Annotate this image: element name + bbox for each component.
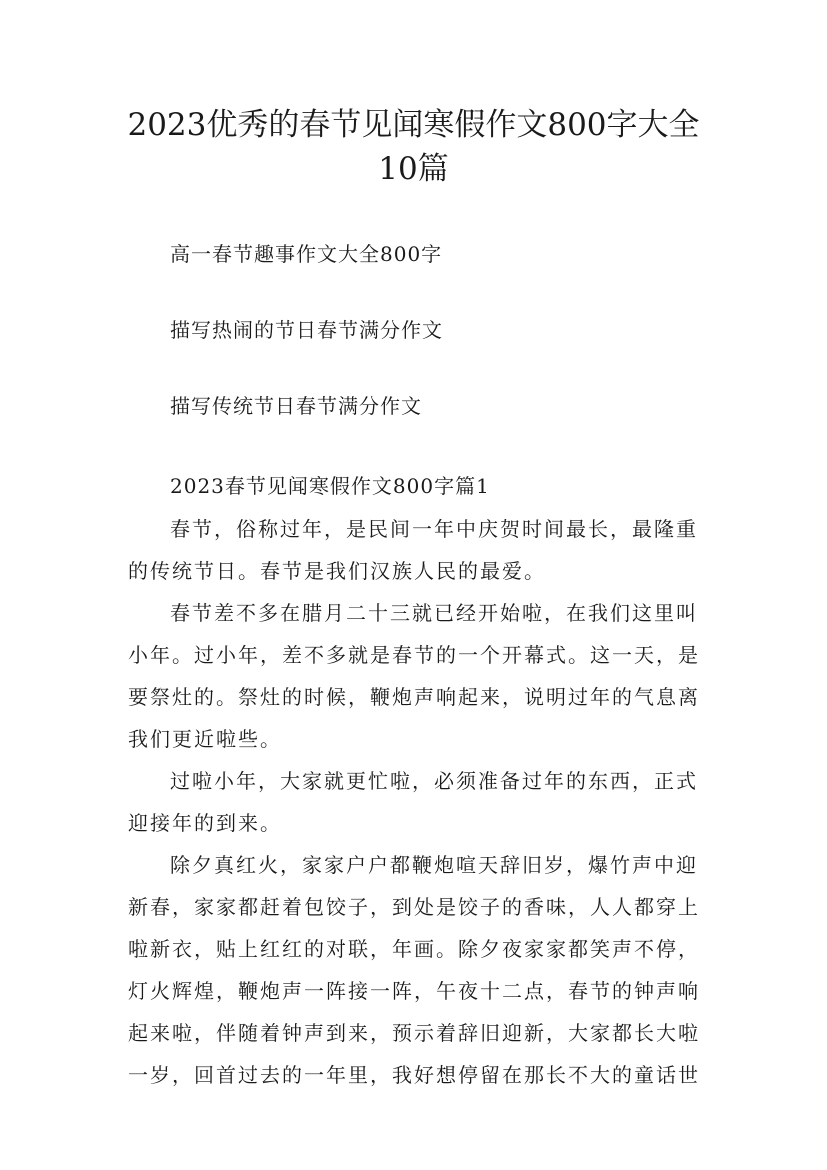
paragraph-line: 过啦小年，大家就更忙啦，必须准备过年的东西，正式 [170, 769, 698, 793]
paragraph-line: 除夕真红火，家家户户都鞭炮喧天辞旧岁，爆竹声中迎 [170, 853, 698, 877]
paragraph-line: 的传统节日。春节是我们汉族人民的最爱。 [128, 559, 546, 583]
paragraph-line: 我们更近啦些。 [128, 727, 282, 751]
body-text [128, 508, 708, 1096]
toc-item: 描写传统节日春节满分作文 [170, 394, 422, 418]
paragraph-line: 春节，俗称过年，是民间一年中庆贺时间最长，最隆重 [170, 517, 698, 541]
paragraph [128, 592, 708, 760]
toc-item: 高一春节趣事作文大全800字 [170, 242, 443, 266]
paragraph-line: 起来啦，伴随着钟声到来，预示着辞旧迎新，大家都长大啦 [128, 1021, 700, 1045]
paragraph [128, 760, 708, 844]
paragraph-line: 啦新衣，贴上红红的对联，年画。除夕夜家家都笑声不停， [128, 937, 700, 961]
title-line-2: 10篇 [378, 151, 449, 187]
document-title [100, 103, 727, 191]
paragraph-line: 迎接年的到来。 [128, 811, 282, 835]
title-line-1: 2023优秀的春节见闻寒假作文800字大全 [127, 107, 700, 143]
paragraph [128, 844, 708, 1096]
table-of-contents [170, 236, 443, 464]
toc-item: 描写热闹的节日春节满分作文 [170, 318, 443, 342]
paragraph-line: 要祭灶的。祭灶的时候，鞭炮声响起来，说明过年的气息离 [128, 685, 700, 709]
paragraph-line: 春节差不多在腊月二十三就已经开始啦，在我们这里叫 [170, 601, 698, 625]
section-heading: 2023春节见闻寒假作文800字篇1 [170, 474, 490, 498]
paragraph-line: 新春，家家都赶着包饺子，到处是饺子的香味，人人都穿上 [128, 895, 700, 919]
paragraph [128, 508, 708, 592]
paragraph-line: 小年。过小年，差不多就是春节的一个开幕式。这一天，是 [128, 643, 700, 667]
paragraph-line: 灯火辉煌，鞭炮声一阵接一阵，午夜十二点，春节的钟声响 [128, 979, 700, 1003]
paragraph-line: 一岁，回首过去的一年里，我好想停留在那长不大的童话世 [128, 1063, 700, 1087]
